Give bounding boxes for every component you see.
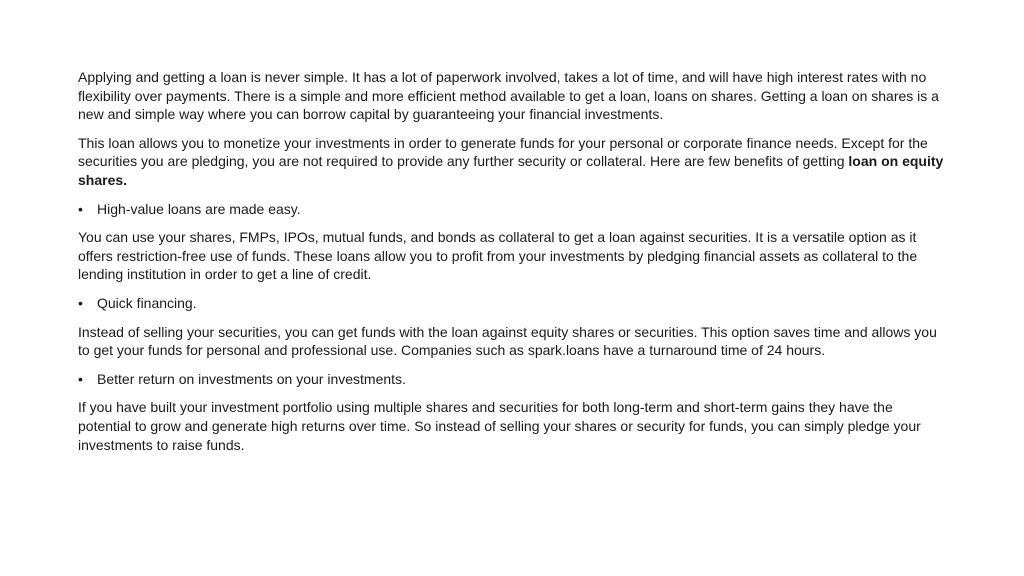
collateral-paragraph: You can use your shares, FMPs, IPOs, mutual funds, and bonds as collateral to get a loan against securities. It is a versatile option as it offers restriction-free use of funds. These loans allow you to profit from your investments by pledging financial assets as collateral to the lending institution in order to get a line of credit. — [78, 229, 918, 283]
bullet-text: High-value loans are made easy. — [97, 200, 301, 217]
portfolio-paragraph: If you have built your investment portfolio using multiple shares and securities for both long-term and short-term gains they have the potential to grow and generate high returns over time. So instead of selling your shares or security for funds, you can simply pledge your investments to raise funds. — [78, 399, 921, 453]
slide-body — [78, 68, 948, 464]
benefits-intro-text: This loan allows you to monetize your investments in order to generate funds for your personal or corporate finance needs. Except for the securities you are pledging, you are not required to provide any further security or collateral. Here are few benefits of getting — [78, 134, 928, 170]
bullet-quick-financing — [78, 294, 948, 313]
bullet-icon: • — [78, 370, 83, 387]
bullet-better-return — [78, 370, 948, 389]
benefits-intro-bold: loan on equity shares. — [78, 153, 944, 188]
bullet-high-value-loans — [78, 200, 948, 219]
intro-paragraph: Applying and getting a loan is never simple. It has a lot of paperwork involved, takes a lot of time, and will have high interest rates with no flexibility over payments. There is a simple and more efficient method available to get a loan, loans on shares. Getting a loan on shares is a new and simple way where you can borrow capital by guaranteeing your financial investments. — [78, 69, 939, 123]
funds-paragraph: Instead of selling your securities, you can get funds with the loan against equity shares or securities. This option saves time and allows you to get your funds for personal and professional use. Companies such as spark.loans have a turnaround time of 24 hours. — [78, 323, 937, 359]
bullet-text: Better return on investments on your investments. — [97, 370, 406, 387]
bullet-icon: • — [78, 200, 83, 217]
bullet-icon: • — [78, 294, 83, 311]
bullet-text: Quick financing. — [97, 294, 197, 311]
benefits-intro-paragraph — [78, 134, 948, 190]
